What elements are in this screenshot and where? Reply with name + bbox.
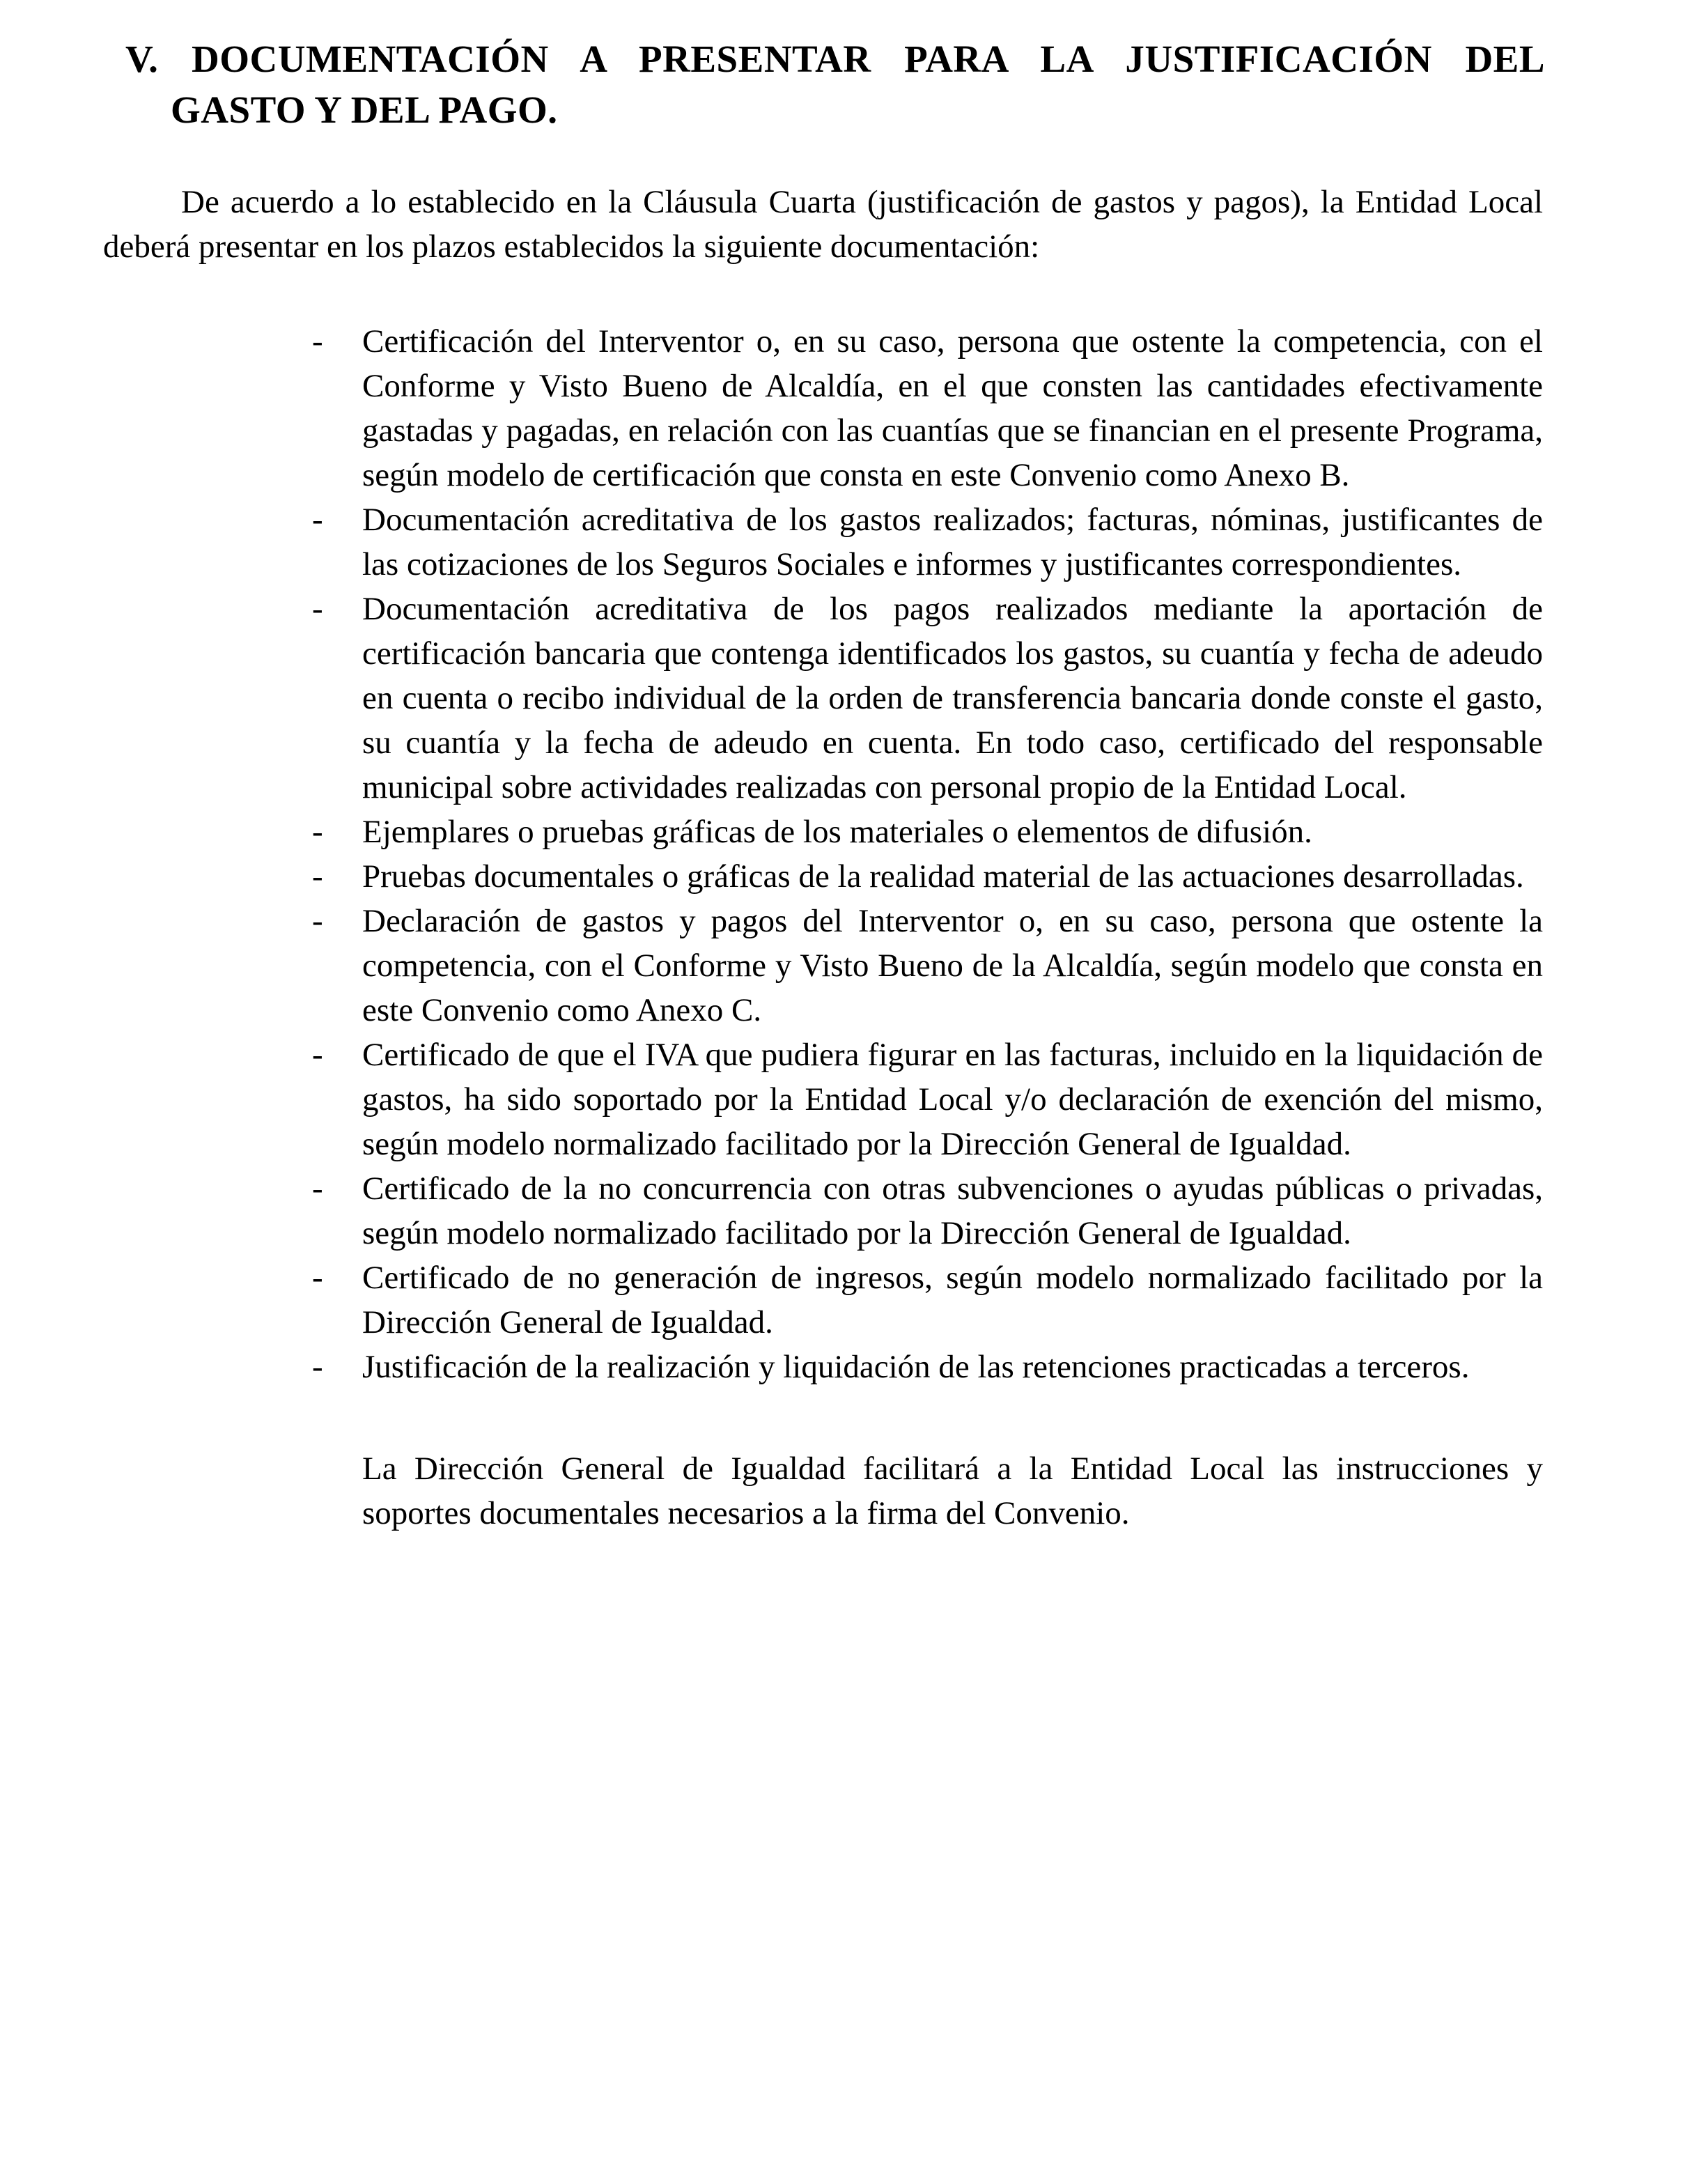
heading-text-line2: GASTO Y DEL PAGO. <box>171 88 558 131</box>
list-item-text: Declaración de gastos y pagos del Interventor o, en su caso, persona que ostente la competencia, con el Conforme y Visto Bueno de la Alcaldía, según modelo que consta en este Convenio como Anexo C. <box>362 903 1543 1028</box>
list-item-text: Ejemplares o pruebas gráficas de los materiales o elementos de difusión. <box>362 814 1312 850</box>
list-item <box>312 810 1543 854</box>
list-item <box>312 1166 1543 1255</box>
list-item-text: Documentación acreditativa de los gastos realizados; facturas, nóminas, justificantes de las cotizaciones de los Seguros Sociales e informes y justificantes correspondientes. <box>362 502 1543 582</box>
list-item-text: Justificación de la realización y liquidación de las retenciones practicadas a terceros. <box>362 1349 1470 1385</box>
list-item <box>312 854 1543 899</box>
list-item-text: Documentación acreditativa de los pagos realizados mediante la aportación de certificación bancaria que contenga identificados los gastos, su cuantía y fecha de adeudo en cuenta o recibo individual de la orden de transferencia bancaria donde conste el gasto, su cuantía y la fecha de adeudo en cuenta. En todo caso, certificado del responsable municipal sobre actividades realizadas con personal propio de la Entidad Local. <box>362 591 1543 805</box>
list-item-text: Certificado de no generación de ingresos, según modelo normalizado facilitado por la Dirección General de Igualdad. <box>362 1260 1543 1340</box>
bullet-dash: - <box>312 903 323 939</box>
list-item <box>312 899 1543 1033</box>
bullet-dash: - <box>312 323 323 360</box>
list-item-text: Certificado de la no concurrencia con otras subvenciones o ayudas públicas o privadas, según modelo normalizado facilitado por la Dirección General de Igualdad. <box>362 1170 1543 1251</box>
bullet-dash: - <box>312 1260 323 1296</box>
page-title-line1 <box>125 33 1543 84</box>
closing-paragraph: La Dirección General de Igualdad facilitará a la Entidad Local las instrucciones y soportes documentales necesarios a la firma del Convenio. <box>362 1451 1543 1531</box>
bullet-dash: - <box>312 858 323 895</box>
bullet-dash: - <box>312 814 323 850</box>
bullet-dash: - <box>312 1349 323 1385</box>
list-item <box>312 497 1543 587</box>
page-title <box>125 33 1543 135</box>
bullet-dash: - <box>312 1170 323 1207</box>
list-item-text: Pruebas documentales o gráficas de la realidad material de las actuaciones desarrolladas. <box>362 858 1524 895</box>
bullet-dash: - <box>312 591 323 627</box>
list-item <box>312 1345 1543 1389</box>
bullet-dash: - <box>312 1037 323 1073</box>
heading-text-line1: DOCUMENTACIÓN A PRESENTAR PARA LA JUSTIFICACIÓN DEL <box>192 38 1543 80</box>
list-item-text: Certificación del Interventor o, en su caso, persona que ostente la competencia, con el Conforme y Visto Bueno de Alcaldía, en el que consten las cantidades efectivamente gastadas y pagadas, en relación con las cuantías que se financian en el presente Programa, según modelo de certificación que consta en este Convenio como Anexo B. <box>362 323 1543 493</box>
requirements-list <box>312 319 1543 1389</box>
bullet-dash: - <box>312 502 323 538</box>
list-item <box>312 1255 1543 1345</box>
list-item <box>312 319 1543 497</box>
heading-number: V. <box>125 38 159 80</box>
list-item <box>312 1033 1543 1166</box>
intro-paragraph: De acuerdo a lo establecido en la Cláusula Cuarta (justificación de gastos y pagos), la Entidad Local deberá presentar en los plazos establecidos la siguiente documentación: <box>103 184 1543 265</box>
list-item <box>312 587 1543 810</box>
list-item-text: Certificado de que el IVA que pudiera figurar en las facturas, incluido en la liquidación de gastos, ha sido soportado por la Entidad Local y/o declaración de exención del mismo, según modelo normalizado facilitado por la Dirección General de Igualdad. <box>362 1037 1543 1162</box>
